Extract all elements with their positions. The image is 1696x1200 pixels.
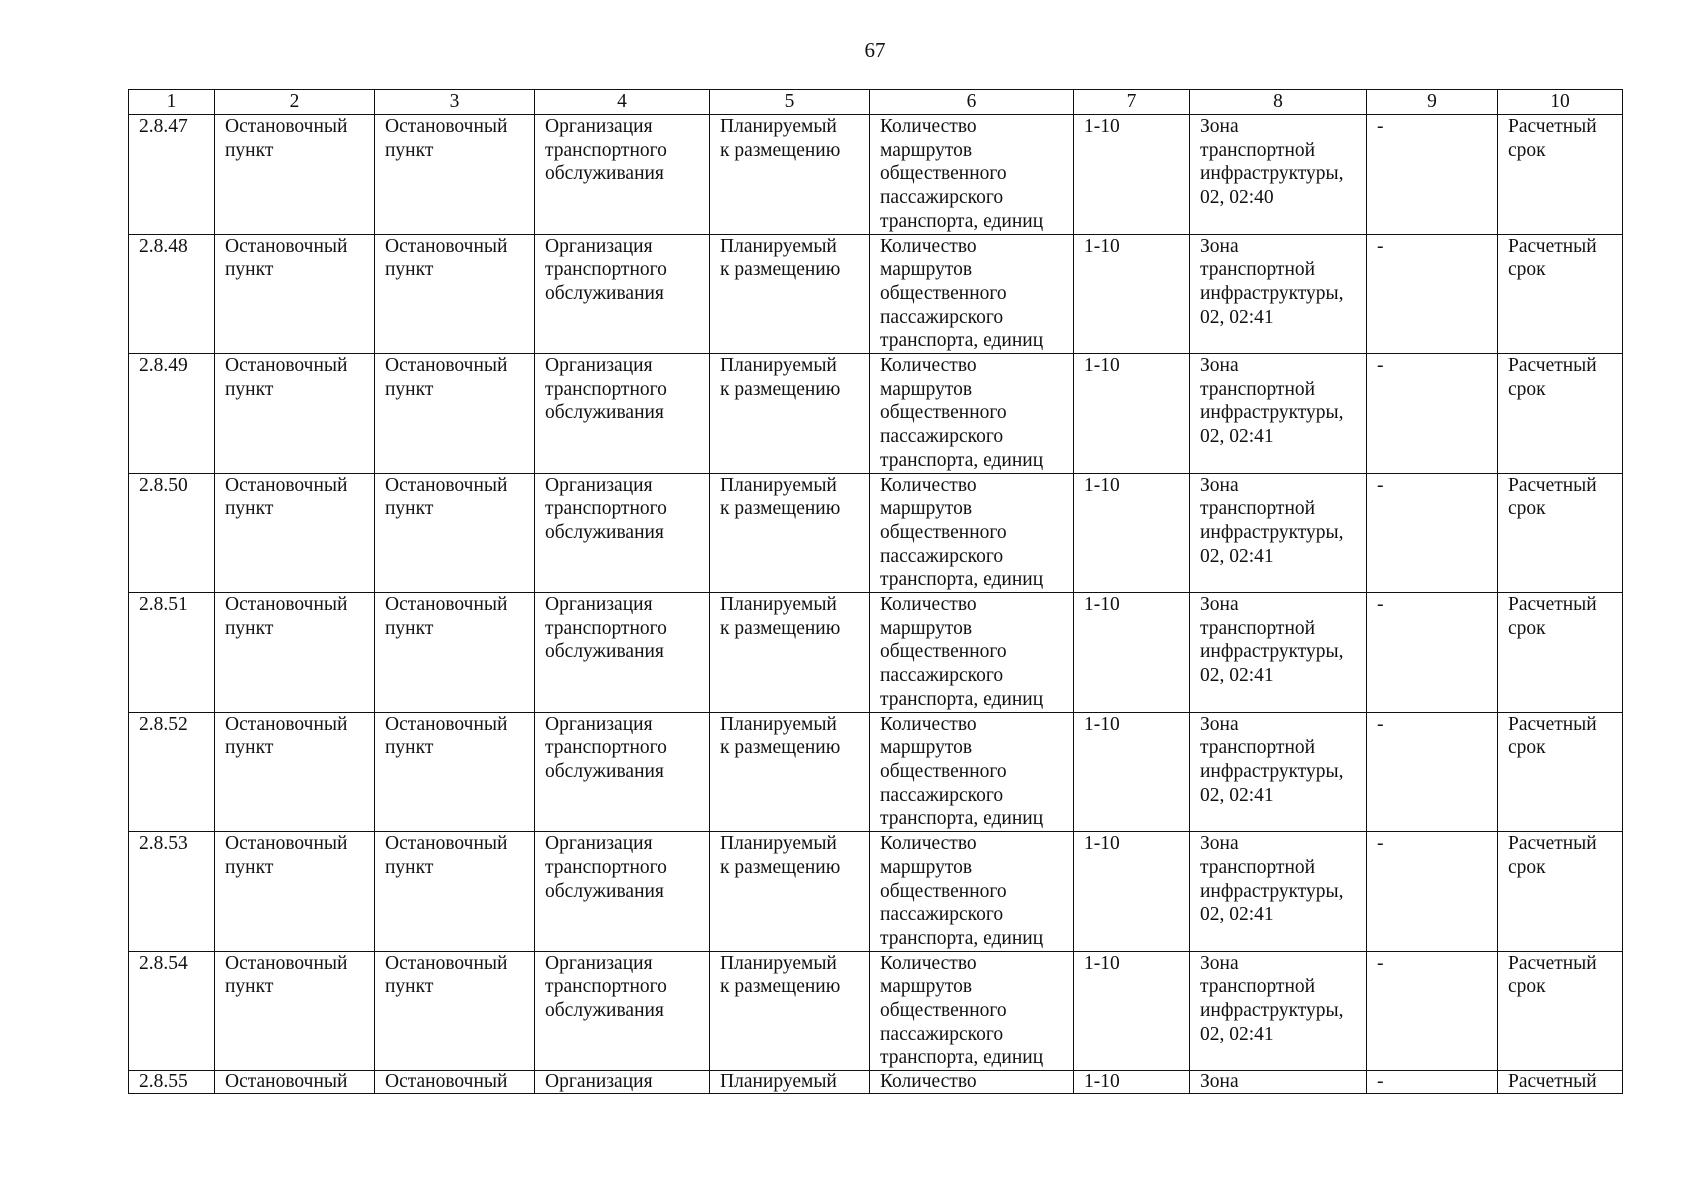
cell-line: 02, 02:41 — [1200, 904, 1274, 926]
cell-line: Планируемый — [720, 235, 837, 257]
cell-line: Организация — [545, 833, 653, 855]
table-cell-c8 — [1190, 473, 1367, 593]
table-cell-c3 — [375, 832, 535, 952]
cell-line: общественного — [880, 163, 1007, 185]
cell-line: пассажирского — [880, 306, 1004, 328]
cell-line: Расчетный — [1508, 474, 1597, 496]
cell-line: Зона — [1200, 116, 1239, 137]
table-cell-c6 — [870, 832, 1074, 952]
cell-line: пункт — [385, 498, 434, 520]
cell-line: пункт — [225, 259, 274, 281]
cell-line: общественного — [880, 760, 1007, 782]
cell-line: пункт — [385, 139, 434, 161]
cell-line: Остановочный — [225, 116, 348, 137]
cell-line: Остановочный — [385, 833, 508, 855]
table-cell-c7: 1-10 — [1074, 234, 1190, 354]
table-cell-c4 — [535, 234, 710, 354]
table-row — [129, 951, 1623, 1071]
cell-line: обслуживания — [545, 641, 664, 663]
cell-line: инфраструктуры, — [1200, 760, 1344, 782]
cell-line: Планируемый — [720, 594, 837, 616]
table-cell-c5 — [710, 832, 870, 952]
cell-line: обслуживания — [545, 760, 664, 782]
table-cell-c6 — [870, 712, 1074, 832]
cell-line: Зона — [1200, 235, 1239, 257]
cell-line: транспортного — [545, 617, 667, 639]
table-cell-c3 — [375, 234, 535, 354]
table-cell-c10 — [1498, 234, 1623, 354]
table-cell-c4 — [535, 593, 710, 713]
column-header: 7 — [1074, 90, 1190, 115]
table-cell-c7: 1-10 — [1074, 712, 1190, 832]
column-header: 3 — [375, 90, 535, 115]
table-row — [129, 593, 1623, 713]
cell-line: Остановочный — [225, 952, 348, 974]
table-cell-c1: 2.8.50 — [129, 473, 215, 593]
table-cell-c4 — [535, 115, 710, 235]
cell-line: Планируемый — [720, 355, 837, 377]
table-cell-c2 — [215, 234, 375, 354]
table-cell-c6 — [870, 234, 1074, 354]
page-number: 67 — [864, 38, 886, 62]
cell-line: маршрутов — [880, 617, 973, 639]
cell-line: общественного — [880, 641, 1007, 663]
table-cell-c6 — [870, 473, 1074, 593]
table-cell-c3 — [375, 951, 535, 1071]
cell-line: к размещению — [720, 139, 841, 161]
cell-line: общественного — [880, 282, 1007, 304]
table-cell-c4 — [535, 832, 710, 952]
cell-line: Остановочный — [225, 235, 348, 257]
cell-line: к размещению — [720, 498, 841, 520]
cell-line: инфраструктуры, — [1200, 163, 1344, 185]
table-cell-c6 — [870, 115, 1074, 235]
table-cell-c9: - — [1367, 234, 1498, 354]
cell-line: обслуживания — [545, 880, 664, 902]
cell-line: транспорта, единиц — [880, 210, 1044, 232]
cell-line: Остановочный — [385, 713, 508, 735]
cell-line: Планируемый — [720, 952, 837, 974]
cell-line: срок — [1508, 856, 1546, 878]
cell-line: пункт — [385, 259, 434, 281]
table-cell-c6 — [870, 951, 1074, 1071]
cell-line: транспорта, единиц — [880, 449, 1044, 471]
table-cell-c7: 1-10 — [1074, 354, 1190, 474]
cell-line: транспортной — [1200, 139, 1316, 161]
cell-line: Организация — [545, 116, 653, 137]
table-cell-c2 — [215, 473, 375, 593]
cell-line: пункт — [225, 617, 274, 639]
cell-line: Остановочный — [225, 713, 348, 735]
table-cell-c7: 1-10 — [1074, 593, 1190, 713]
table-cell-c2 — [215, 115, 375, 235]
cell-line: срок — [1508, 976, 1546, 998]
cell-line: пассажирского — [880, 1023, 1004, 1045]
table-cell-c9: - — [1367, 712, 1498, 832]
cell-line: транспортного — [545, 378, 667, 400]
table-row — [129, 473, 1623, 593]
table-cell-c6 — [870, 593, 1074, 713]
cell-line: пункт — [385, 617, 434, 639]
cell-line: пункт — [385, 737, 434, 759]
cell-line: транспортного — [545, 976, 667, 998]
cell-line: инфраструктуры, — [1200, 402, 1344, 424]
table-cell-c10 — [1498, 115, 1623, 235]
cell-line: пункт — [385, 976, 434, 998]
cell-line: Количество — [880, 355, 977, 377]
table-cell-c5 — [710, 951, 870, 1071]
cell-line: общественного — [880, 521, 1007, 543]
cell-line: Расчетный — [1508, 594, 1597, 616]
cell-line: Остановочный — [385, 952, 508, 974]
cell-line: Планируемый — [720, 833, 837, 855]
cell-line: срок — [1508, 378, 1546, 400]
cell-line: к размещению — [720, 856, 841, 878]
table-cell-c3 — [375, 115, 535, 235]
table-cell-c1: 2.8.51 — [129, 593, 215, 713]
cell-line: Расчетный — [1508, 713, 1597, 735]
column-header: 6 — [870, 90, 1074, 115]
cell-line: инфраструктуры, — [1200, 641, 1344, 663]
cell-line: транспортной — [1200, 856, 1316, 878]
cell-line: транспорта, единиц — [880, 688, 1044, 710]
cell-line: к размещению — [720, 259, 841, 281]
table-cell-c1: 2.8.55 — [129, 1071, 215, 1094]
cell-line: Расчетный — [1508, 235, 1597, 257]
cell-line: Зона — [1200, 952, 1239, 974]
cell-line: маршрутов — [880, 856, 973, 878]
cell-line: пассажирского — [880, 187, 1004, 209]
table-cell-c1: 2.8.47 — [129, 115, 215, 235]
cell-line: инфраструктуры, — [1200, 521, 1344, 543]
cell-line: Количество — [880, 952, 977, 974]
cell-line: транспортной — [1200, 617, 1316, 639]
cell-line: пассажирского — [880, 426, 1004, 448]
cell-line: транспорта, единиц — [880, 569, 1044, 591]
cell-line: транспорта, единиц — [880, 1047, 1044, 1069]
table-cell-c9: - — [1367, 593, 1498, 713]
cell-line: Планируемый — [720, 474, 837, 496]
cell-line: Остановочный — [385, 474, 508, 496]
cell-line: 02, 02:41 — [1200, 665, 1274, 687]
table-cell-c2 — [215, 832, 375, 952]
table-cell-c4 — [535, 354, 710, 474]
table-cell-c7: 1-10 — [1074, 951, 1190, 1071]
cell-line: маршрутов — [880, 139, 973, 161]
document-table — [128, 89, 1623, 1094]
cell-line: Остановочный — [385, 594, 508, 616]
cell-line: инфраструктуры, — [1200, 282, 1344, 304]
column-header: 9 — [1367, 90, 1498, 115]
table-row — [129, 832, 1623, 952]
cell-line: транспортного — [545, 856, 667, 878]
cell-line: Количество — [880, 235, 977, 257]
cell-line: Остановочный — [225, 594, 348, 616]
table-cell-c1: 2.8.48 — [129, 234, 215, 354]
table-cell-c4: Организация — [535, 1071, 710, 1094]
cell-line: маршрутов — [880, 378, 973, 400]
cell-line: Остановочный — [225, 355, 348, 377]
column-header: 10 — [1498, 90, 1623, 115]
table-cell-c10 — [1498, 354, 1623, 474]
table-header-row — [129, 90, 1623, 115]
cell-line: срок — [1508, 737, 1546, 759]
cell-line: пункт — [385, 856, 434, 878]
cell-line: Организация — [545, 594, 653, 616]
table-cell-c5 — [710, 593, 870, 713]
table-cell-c8: Зона — [1190, 1071, 1367, 1094]
cell-line: инфраструктуры, — [1200, 880, 1344, 902]
column-header: 2 — [215, 90, 375, 115]
cell-line: к размещению — [720, 617, 841, 639]
cell-line: к размещению — [720, 737, 841, 759]
cell-line: пассажирского — [880, 784, 1004, 806]
table-cell-c5 — [710, 234, 870, 354]
cell-line: Количество — [880, 474, 977, 496]
cell-line: транспортной — [1200, 737, 1316, 759]
cell-line: обслуживания — [545, 402, 664, 424]
cell-line: общественного — [880, 402, 1007, 424]
cell-line: Остановочный — [225, 833, 348, 855]
cell-line: Организация — [545, 474, 653, 496]
table-cell-c1: 2.8.49 — [129, 354, 215, 474]
cell-line: Планируемый — [720, 116, 837, 137]
cell-line: Расчетный — [1508, 833, 1597, 855]
cell-line: к размещению — [720, 378, 841, 400]
cell-line: Остановочный — [225, 474, 348, 496]
cell-line: Расчетный — [1508, 952, 1597, 974]
column-header: 1 — [129, 90, 215, 115]
cell-line: Организация — [545, 355, 653, 377]
table-cell-c3 — [375, 712, 535, 832]
cell-line: маршрутов — [880, 259, 973, 281]
table-cell-c2 — [215, 712, 375, 832]
cell-line: пункт — [385, 378, 434, 400]
cell-line: Зона — [1200, 355, 1239, 377]
table-cell-c9: - — [1367, 1071, 1498, 1094]
cell-line: маршрутов — [880, 737, 973, 759]
table-cell-c2 — [215, 354, 375, 474]
cell-line: Количество — [880, 594, 977, 616]
table-cell-c10 — [1498, 832, 1623, 952]
table-cell-c8 — [1190, 354, 1367, 474]
cell-line: транспортного — [545, 259, 667, 281]
cell-line: маршрутов — [880, 976, 973, 998]
cell-line: транспорта, единиц — [880, 927, 1044, 949]
table-cell-c5 — [710, 115, 870, 235]
cell-line: Организация — [545, 235, 653, 257]
cell-line: обслуживания — [545, 1000, 664, 1022]
cell-line: срок — [1508, 139, 1546, 161]
table-cell-c8 — [1190, 951, 1367, 1071]
cell-line: Остановочный — [385, 235, 508, 257]
cell-line: инфраструктуры, — [1200, 1000, 1344, 1022]
cell-line: пункт — [225, 378, 274, 400]
cell-line: Зона — [1200, 833, 1239, 855]
table-cell-c7: 1-10 — [1074, 115, 1190, 235]
cell-line: транспортной — [1200, 976, 1316, 998]
table-cell-c4 — [535, 951, 710, 1071]
cell-line: пассажирского — [880, 545, 1004, 567]
table-row — [129, 354, 1623, 474]
cell-line: Количество — [880, 116, 977, 137]
table-cell-c3 — [375, 354, 535, 474]
cell-line: 02, 02:41 — [1200, 545, 1274, 567]
cell-line: Зона — [1200, 474, 1239, 496]
cell-line: общественного — [880, 880, 1007, 902]
table-row — [129, 115, 1623, 235]
cell-line: срок — [1508, 498, 1546, 520]
cell-line: 02, 02:41 — [1200, 306, 1274, 328]
table-cell-c7: 1-10 — [1074, 832, 1190, 952]
cell-line: Планируемый — [720, 713, 837, 735]
table-cell-c1: 2.8.52 — [129, 712, 215, 832]
table-cell-c3 — [375, 473, 535, 593]
table-cell-c2 — [215, 951, 375, 1071]
table-cell-c10 — [1498, 951, 1623, 1071]
cell-line: транспорта, единиц — [880, 330, 1044, 352]
cell-line: обслуживания — [545, 163, 664, 185]
table-cell-c1: 2.8.54 — [129, 951, 215, 1071]
cell-line: транспортной — [1200, 378, 1316, 400]
table-cell-c1: 2.8.53 — [129, 832, 215, 952]
cell-line: транспортной — [1200, 259, 1316, 281]
cell-line: пункт — [225, 856, 274, 878]
table-cell-c6 — [870, 354, 1074, 474]
table-cell-c3 — [375, 593, 535, 713]
table-cell-c10 — [1498, 473, 1623, 593]
cell-line: Остановочный — [385, 355, 508, 377]
table-cell-c7: 1-10 — [1074, 1071, 1190, 1094]
cell-line: обслуживания — [545, 282, 664, 304]
table-cell-c9: - — [1367, 354, 1498, 474]
table-cell-c9: - — [1367, 951, 1498, 1071]
table-cell-c2 — [215, 593, 375, 713]
cell-line: Расчетный — [1508, 116, 1597, 137]
table-cell-c5 — [710, 473, 870, 593]
cell-line: Зона — [1200, 594, 1239, 616]
table-row — [129, 234, 1623, 354]
cell-line: срок — [1508, 617, 1546, 639]
column-header: 5 — [710, 90, 870, 115]
cell-line: пункт — [225, 139, 274, 161]
cell-line: 02, 02:41 — [1200, 784, 1274, 806]
cell-line: маршрутов — [880, 498, 973, 520]
table-cell-c8 — [1190, 593, 1367, 713]
table-cell-c5 — [710, 354, 870, 474]
cell-line: транспорта, единиц — [880, 808, 1044, 830]
table-row-partial — [129, 1071, 1623, 1094]
table-cell-c9: - — [1367, 115, 1498, 235]
cell-line: пункт — [225, 976, 274, 998]
column-header: 4 — [535, 90, 710, 115]
table-cell-c9: - — [1367, 473, 1498, 593]
cell-line: 02, 02:40 — [1200, 187, 1274, 209]
table-cell-c5: Планируемый — [710, 1071, 870, 1094]
table-cell-c8 — [1190, 234, 1367, 354]
cell-line: транспортного — [545, 139, 667, 161]
table-cell-c10 — [1498, 593, 1623, 713]
cell-line: Расчетный — [1508, 355, 1597, 377]
table-cell-c7: 1-10 — [1074, 473, 1190, 593]
cell-line: 02, 02:41 — [1200, 1023, 1274, 1045]
cell-line: срок — [1508, 259, 1546, 281]
cell-line: транспортного — [545, 737, 667, 759]
table-cell-c2: Остановочный — [215, 1071, 375, 1094]
cell-line: Зона — [1200, 713, 1239, 735]
cell-line: пассажирского — [880, 665, 1004, 687]
cell-line: к размещению — [720, 976, 841, 998]
cell-line: общественного — [880, 1000, 1007, 1022]
cell-line: пассажирского — [880, 904, 1004, 926]
table-row — [129, 712, 1623, 832]
column-header: 8 — [1190, 90, 1367, 115]
cell-line: транспортного — [545, 498, 667, 520]
cell-line: 02, 02:41 — [1200, 426, 1274, 448]
cell-line: Организация — [545, 952, 653, 974]
cell-line: пункт — [225, 498, 274, 520]
cell-line: Остановочный — [385, 116, 508, 137]
table-cell-c10: Расчетный — [1498, 1071, 1623, 1094]
table-cell-c9: - — [1367, 832, 1498, 952]
cell-line: пункт — [225, 737, 274, 759]
table-cell-c8 — [1190, 115, 1367, 235]
table-cell-c3: Остановочный — [375, 1071, 535, 1094]
table-cell-c4 — [535, 712, 710, 832]
table-cell-c6: Количество — [870, 1071, 1074, 1094]
table-cell-c8 — [1190, 712, 1367, 832]
cell-line: обслуживания — [545, 521, 664, 543]
cell-line: Организация — [545, 713, 653, 735]
cell-line: Количество — [880, 833, 977, 855]
cell-line: Количество — [880, 713, 977, 735]
table-cell-c5 — [710, 712, 870, 832]
table-cell-c10 — [1498, 712, 1623, 832]
table-cell-c8 — [1190, 832, 1367, 952]
cell-line: транспортной — [1200, 498, 1316, 520]
table-cell-c4 — [535, 473, 710, 593]
